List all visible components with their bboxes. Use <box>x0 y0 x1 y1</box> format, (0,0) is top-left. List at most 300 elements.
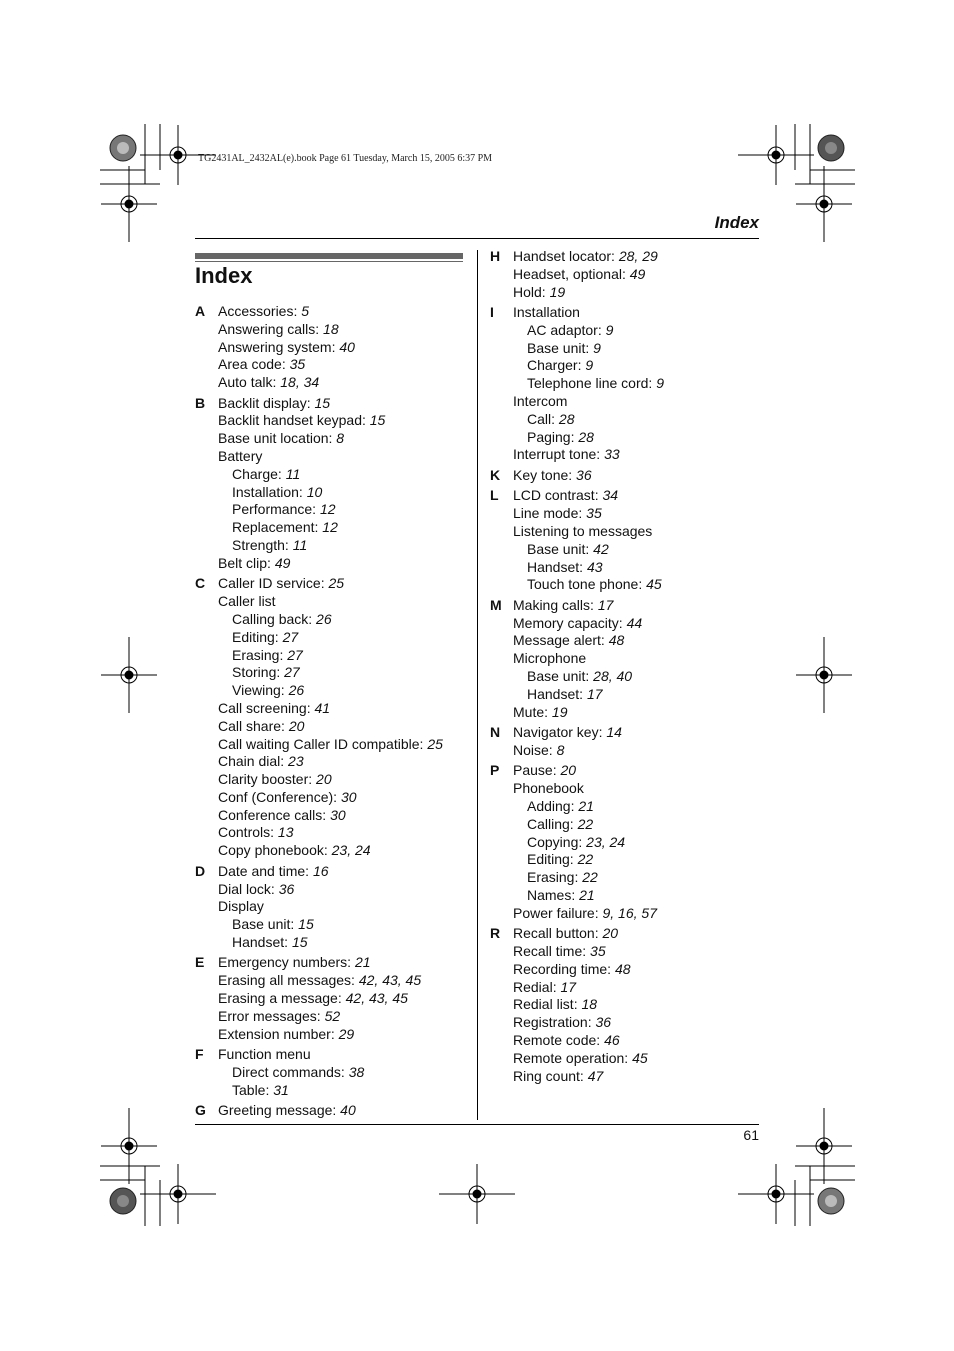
entry-term: Area code: <box>218 356 290 373</box>
index-entry <box>490 1050 760 1068</box>
index-entry <box>195 807 465 825</box>
entry-term: Answering calls: <box>218 320 324 337</box>
entry-term: Direct commands: <box>232 1063 349 1080</box>
entry-term: Erasing: <box>232 646 288 663</box>
entry-term: Conference calls: <box>218 806 331 823</box>
entry-pages: 42 <box>593 540 609 557</box>
index-entry <box>490 467 760 485</box>
index-subentry <box>195 664 465 682</box>
entry-pages: 42, 43, 45 <box>345 990 408 1007</box>
entry-term: Dial lock: <box>218 880 279 897</box>
entry-term: Base unit location: <box>218 430 337 447</box>
index-entry <box>490 597 760 615</box>
entry-pages: 49 <box>629 265 646 282</box>
entry-pages: 52 <box>324 1007 341 1024</box>
index-entry <box>490 961 760 979</box>
column-divider <box>477 250 478 1120</box>
index-group-a <box>195 303 465 392</box>
entry-pages: 10 <box>306 483 323 500</box>
entry-pages: 30 <box>340 788 357 805</box>
entry-pages: 28, 40 <box>593 668 633 685</box>
index-subentry <box>490 411 760 429</box>
entry-term: Answering system: <box>218 338 340 355</box>
entry-term: Remote code: <box>513 1032 605 1049</box>
index-letter: A <box>195 303 206 319</box>
entry-pages: 30 <box>330 806 346 823</box>
index-entry <box>490 704 760 722</box>
index-entry <box>195 1008 465 1026</box>
footer-rule <box>195 1124 759 1125</box>
entry-term: Power failure: <box>513 904 603 921</box>
entry-pages: 17 <box>560 978 577 995</box>
entry-pages: 5 <box>301 303 310 319</box>
entry-pages: 34 <box>602 487 619 504</box>
entry-term: Erasing: <box>527 869 583 886</box>
index-entry <box>195 395 465 413</box>
entry-term: Remote operation: <box>513 1049 633 1066</box>
entry-term: Call: <box>527 410 559 427</box>
entry-term: Paging: <box>527 428 579 445</box>
index-entry <box>195 555 465 573</box>
entry-pages: 25 <box>427 735 443 752</box>
index-group-c <box>195 575 465 860</box>
entry-term: Replacement: <box>232 519 323 536</box>
entry-pages: 20 <box>316 771 332 788</box>
entry-pages: 21 <box>354 954 371 971</box>
index-subentry <box>490 887 760 905</box>
entry-term: Editing: <box>527 851 578 868</box>
entry-pages: 17 <box>586 685 603 702</box>
entry-pages: 36 <box>278 880 295 897</box>
index-entry <box>490 446 760 464</box>
index-subentry <box>490 576 760 594</box>
entry-term: Backlit handset keypad: <box>218 412 370 429</box>
index-subentry <box>195 519 465 537</box>
entry-pages: 45 <box>646 576 662 593</box>
index-entry <box>195 1026 465 1044</box>
index-entry <box>195 753 465 771</box>
index-subentry <box>195 1082 465 1100</box>
entry-term: Editing: <box>232 628 283 645</box>
entry-term: Charger: <box>527 357 586 374</box>
index-subentry <box>490 686 760 704</box>
index-entry <box>490 1068 760 1086</box>
index-entry <box>490 943 760 961</box>
index-entry <box>490 905 760 923</box>
index-group-k <box>490 467 760 485</box>
entry-term: Base unit: <box>527 540 594 557</box>
print-info: TG2431AL_2432AL(e).book Page 61 Tuesday, March 15, 2005 6:37 PM <box>198 153 493 164</box>
index-letter: C <box>195 575 206 592</box>
entry-term: Telephone line cord: <box>527 375 657 392</box>
entry-pages: 17 <box>597 596 614 613</box>
entry-pages: 42, 43, 45 <box>358 972 422 989</box>
index-entry <box>195 736 465 754</box>
index-subentry <box>490 541 760 559</box>
index-entry <box>490 266 760 284</box>
entry-pages: 48 <box>614 960 631 977</box>
entry-pages: 9 <box>656 375 664 392</box>
entry-term: Chain dial: <box>218 753 289 770</box>
index-subentry <box>490 340 760 358</box>
index-letter: I <box>490 304 494 321</box>
entry-pages: 26 <box>316 610 332 627</box>
index-entry <box>490 505 760 523</box>
entry-term: Call share: <box>218 717 289 734</box>
index-entry <box>195 1102 465 1120</box>
index-letter: G <box>195 1102 206 1119</box>
index-entry <box>490 724 760 742</box>
index-letter: F <box>195 1046 204 1063</box>
index-entry <box>195 593 465 611</box>
entry-pages: 8 <box>556 741 565 758</box>
index-entry <box>490 393 760 411</box>
entry-term: Registration: <box>513 1014 596 1031</box>
entry-term: Mute: <box>513 703 552 720</box>
entry-term: Viewing: <box>232 682 289 699</box>
entry-pages: 38 <box>348 1063 365 1080</box>
index-entry <box>490 487 760 505</box>
entry-pages: 23, 24 <box>331 842 371 859</box>
index-group-r <box>490 925 760 1085</box>
entry-pages: 8 <box>336 430 345 447</box>
entry-pages: 9 <box>593 339 601 356</box>
entry-pages: 20 <box>288 717 305 734</box>
entry-term: Auto talk: <box>218 374 281 391</box>
entry-pages: 20 <box>602 925 619 942</box>
index-entry <box>195 339 465 357</box>
entry-pages: 13 <box>277 824 294 841</box>
entry-pages: 31 <box>273 1081 289 1098</box>
entry-term: Key tone: <box>513 466 577 483</box>
entry-term: Erasing all messages: <box>218 972 359 989</box>
entry-pages: 15 <box>291 933 308 950</box>
entry-pages: 41 <box>314 699 331 716</box>
entry-term: Microphone <box>513 650 587 667</box>
entry-term: Error messages: <box>218 1007 325 1024</box>
index-entry <box>195 430 465 448</box>
entry-term: Greeting message: <box>218 1102 341 1119</box>
entry-pages: 27 <box>282 628 299 645</box>
index-title: Index <box>195 263 253 288</box>
entry-term: Hold: <box>513 283 550 300</box>
entry-pages: 26 <box>288 682 305 699</box>
entry-term: Storing: <box>232 664 285 681</box>
entry-pages: 35 <box>586 505 602 522</box>
entry-pages: 16 <box>312 862 329 879</box>
index-group-g <box>195 1102 465 1120</box>
index-subentry <box>195 934 465 952</box>
entry-term: AC adaptor: <box>527 321 606 338</box>
index-entry <box>195 771 465 789</box>
index-subentry <box>195 466 465 484</box>
index-entry <box>195 374 465 392</box>
index-group-p <box>490 762 760 922</box>
entry-term: Conf (Conference): <box>218 788 341 805</box>
entry-pages: 27 <box>287 646 303 663</box>
entry-term: Caller ID service: <box>218 575 329 592</box>
index-entry <box>490 996 760 1014</box>
entry-term: Copy phonebook: <box>218 842 332 859</box>
entry-pages: 9, 16, 57 <box>602 904 657 921</box>
entry-term: Extension number: <box>218 1025 339 1042</box>
index-entry <box>195 842 465 860</box>
index-subentry <box>490 357 760 375</box>
index-entry <box>490 632 760 650</box>
entry-term: Display <box>218 898 264 915</box>
header-title: Index <box>714 213 759 232</box>
index-subentry <box>490 429 760 447</box>
entry-pages: 28 <box>558 410 575 427</box>
entry-term: Intercom <box>513 393 568 410</box>
entry-pages: 9 <box>605 321 614 338</box>
entry-term: Recall time: <box>513 943 591 960</box>
entry-pages: 18, 34 <box>280 374 320 391</box>
index-entry <box>195 356 465 374</box>
entry-term: Memory capacity: <box>513 614 627 631</box>
entry-term: Pause: <box>513 762 561 779</box>
entry-pages: 36 <box>576 466 592 483</box>
entry-pages: 15 <box>314 394 331 411</box>
entry-term: Date and time: <box>218 862 313 879</box>
index-entry <box>195 303 465 321</box>
entry-pages: 15 <box>298 916 314 933</box>
entry-term: Redial list: <box>513 996 582 1013</box>
index-entry <box>490 742 760 760</box>
index-entry <box>490 925 760 943</box>
entry-term: Charge: <box>232 465 286 482</box>
entry-pages: 20 <box>560 762 577 779</box>
index-letter: D <box>195 862 206 879</box>
index-subentry <box>490 375 760 393</box>
index-entry <box>490 762 760 780</box>
entry-term: Belt clip: <box>218 554 275 571</box>
index-subentry <box>490 798 760 816</box>
entry-pages: 28, 29 <box>618 248 658 264</box>
entry-term: Listening to messages <box>513 523 653 540</box>
entry-term: Headset, optional: <box>513 265 630 282</box>
index-entry <box>490 523 760 541</box>
entry-term: Redial: <box>513 978 561 995</box>
entry-term: Function menu <box>218 1046 311 1063</box>
entry-term: Touch tone phone: <box>527 576 647 593</box>
index-entry <box>195 412 465 430</box>
index-entry <box>195 990 465 1008</box>
index-entry <box>195 824 465 842</box>
index-column-right <box>490 248 760 1088</box>
entry-term: Base unit: <box>527 339 594 356</box>
index-entry <box>195 881 465 899</box>
entry-term: Calling: <box>527 815 578 832</box>
entry-term: Installation: <box>232 483 307 500</box>
index-subentry <box>195 537 465 555</box>
index-entry <box>195 448 465 466</box>
index-letter: H <box>490 248 501 264</box>
index-subentry <box>490 869 760 887</box>
entry-term: Call waiting Caller ID compatible: <box>218 735 428 752</box>
index-subentry <box>195 1064 465 1082</box>
index-letter: L <box>490 487 499 504</box>
index-letter: B <box>195 394 206 411</box>
entry-term: Table: <box>232 1081 274 1098</box>
entry-pages: 28 <box>578 428 594 445</box>
entry-pages: 45 <box>632 1049 648 1066</box>
entry-term: Clarity booster: <box>218 771 317 788</box>
entry-pages: 14 <box>606 724 622 741</box>
index-subentry <box>195 916 465 934</box>
entry-pages: 22 <box>582 869 598 886</box>
title-bar-thin <box>195 261 463 262</box>
entry-pages: 23 <box>288 753 304 770</box>
entry-pages: 12 <box>319 501 336 518</box>
entry-term: Emergency numbers: <box>218 954 355 971</box>
entry-term: Caller list <box>218 593 276 610</box>
index-group-e <box>195 954 465 1043</box>
entry-term: Navigator key: <box>513 724 607 741</box>
index-group-h <box>490 248 760 301</box>
index-column-left <box>195 303 465 1123</box>
index-entry <box>195 789 465 807</box>
index-entry <box>490 1014 760 1032</box>
index-subentry <box>195 611 465 629</box>
index-letter: N <box>490 724 501 741</box>
entry-pages: 23, 24 <box>586 833 626 850</box>
index-entry <box>195 718 465 736</box>
entry-pages: 44 <box>626 614 643 631</box>
index-group-d <box>195 863 465 952</box>
index-entry <box>195 1046 465 1064</box>
entry-term: Call screening: <box>218 699 315 716</box>
index-entry <box>490 979 760 997</box>
entry-term: Recording time: <box>513 960 615 977</box>
page-number: 61 <box>743 1127 759 1143</box>
index-group-i <box>490 304 760 464</box>
entry-term: Handset: <box>232 933 292 950</box>
entry-term: Recall button: <box>513 925 603 942</box>
entry-pages: 18 <box>581 996 598 1013</box>
entry-term: Base unit: <box>232 916 299 933</box>
index-entry <box>490 284 760 302</box>
entry-pages: 25 <box>328 575 345 592</box>
entry-pages: 22 <box>577 851 594 868</box>
index-entry <box>490 650 760 668</box>
index-letter: P <box>490 762 500 779</box>
entry-term: Message alert: <box>513 632 609 649</box>
entry-pages: 35 <box>289 356 306 373</box>
index-entry <box>490 248 760 266</box>
header-rule <box>195 238 759 239</box>
entry-pages: 19 <box>551 703 568 720</box>
index-entry <box>195 575 465 593</box>
index-letter: E <box>195 954 205 971</box>
entry-pages: 12 <box>322 519 338 536</box>
index-subentry <box>490 322 760 340</box>
entry-term: Backlit display: <box>218 394 315 411</box>
index-subentry <box>195 484 465 502</box>
index-entry <box>195 321 465 339</box>
index-entry <box>195 863 465 881</box>
entry-pages: 11 <box>292 537 308 554</box>
title-bar <box>195 253 463 259</box>
entry-term: Accessories: <box>218 303 302 319</box>
index-group-l <box>490 487 760 594</box>
index-entry <box>490 1032 760 1050</box>
entry-term: Line mode: <box>513 505 587 522</box>
index-subentry <box>490 851 760 869</box>
index-group-m <box>490 597 760 722</box>
entry-pages: 36 <box>595 1014 612 1031</box>
index-entry <box>490 304 760 322</box>
entry-pages: 43 <box>586 558 603 575</box>
index-entry <box>490 615 760 633</box>
entry-term: Copying: <box>527 833 587 850</box>
entry-term: Making calls: <box>513 596 598 613</box>
entry-pages: 21 <box>579 887 595 904</box>
entry-pages: 49 <box>274 554 291 571</box>
index-letter: M <box>490 596 502 613</box>
entry-pages: 35 <box>590 943 606 960</box>
entry-term: Battery <box>218 448 263 465</box>
entry-term: Phonebook <box>513 780 584 797</box>
entry-pages: 29 <box>338 1025 355 1042</box>
entry-pages: 19 <box>549 283 566 300</box>
index-subentry <box>195 501 465 519</box>
entry-term: Handset: <box>527 558 587 575</box>
index-subentry <box>195 682 465 700</box>
entry-pages: 47 <box>587 1067 604 1084</box>
index-subentry <box>195 647 465 665</box>
entry-term: Handset locator: <box>513 248 619 264</box>
entry-term: Noise: <box>513 741 557 758</box>
entry-pages: 18 <box>323 320 339 337</box>
index-subentry <box>490 816 760 834</box>
index-entry <box>195 954 465 972</box>
entry-term: LCD contrast: <box>513 487 603 504</box>
entry-pages: 33 <box>604 446 620 463</box>
entry-pages: 9 <box>585 357 594 374</box>
index-letter: R <box>490 925 501 942</box>
entry-pages: 27 <box>284 664 300 681</box>
entry-pages: 40 <box>339 338 355 355</box>
index-entry <box>195 972 465 990</box>
index-group-n <box>490 724 760 760</box>
entry-term: Adding: <box>527 798 579 815</box>
entry-term: Calling back: <box>232 610 317 627</box>
entry-term: Base unit: <box>527 668 594 685</box>
entry-term: Interrupt tone: <box>513 446 605 463</box>
entry-pages: 48 <box>608 632 625 649</box>
entry-term: Installation <box>513 304 580 321</box>
index-entry <box>490 780 760 798</box>
entry-pages: 22 <box>577 815 594 832</box>
index-group-b <box>195 395 465 573</box>
entry-term: Erasing a message: <box>218 990 346 1007</box>
entry-pages: 15 <box>369 412 386 429</box>
entry-pages: 11 <box>285 465 301 482</box>
index-subentry <box>490 559 760 577</box>
index-subentry <box>195 629 465 647</box>
index-subentry <box>490 668 760 686</box>
entry-term: Handset: <box>527 685 587 702</box>
index-entry <box>195 700 465 718</box>
entry-term: Names: <box>527 887 580 904</box>
index-subentry <box>490 834 760 852</box>
entry-term: Controls: <box>218 824 278 841</box>
entry-pages: 40 <box>340 1102 356 1119</box>
entry-term: Performance: <box>232 501 320 518</box>
entry-term: Ring count: <box>513 1067 588 1084</box>
index-group-f <box>195 1046 465 1099</box>
